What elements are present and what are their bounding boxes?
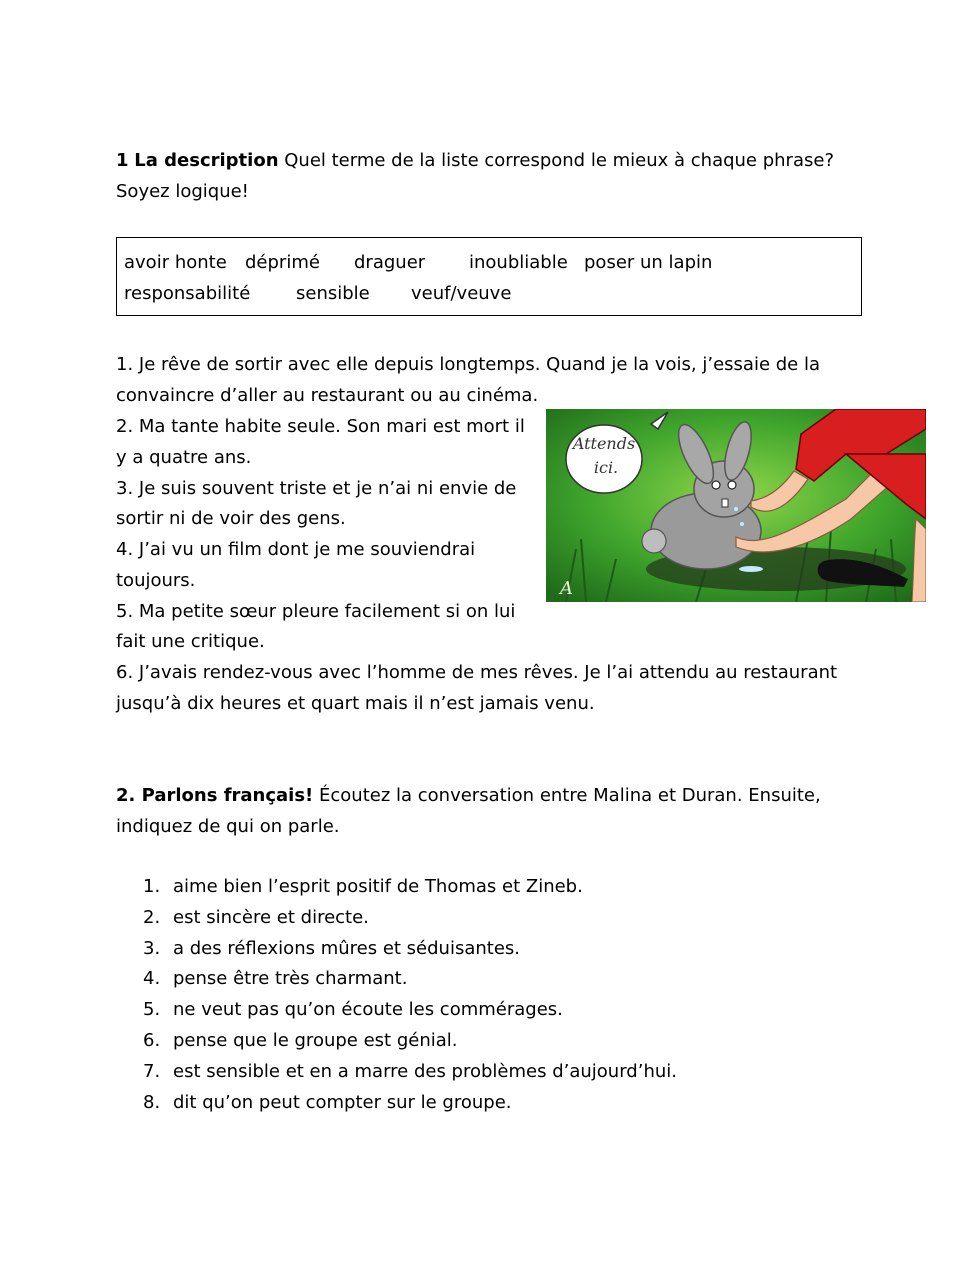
sentence-line: 4. J’ai vu un film dont je me souviendrai (116, 539, 476, 560)
list-item-number: 8. (143, 1092, 161, 1113)
list-item-number: 1. (143, 876, 161, 897)
list-item-number: 6. (143, 1030, 161, 1051)
section1-title: La description (134, 150, 279, 171)
word-veuf-veuve: veuf/veuve (411, 283, 512, 304)
speech-bubble-text-2: ici. (593, 458, 619, 477)
sentence-line: 3. Je suis souvent triste et je n’ai ni envie de (116, 478, 517, 499)
section1-instruction-line2: Soyez logique! (116, 181, 249, 202)
sentence-line: fait une critique. (116, 631, 265, 652)
section1-number: 1 (116, 150, 129, 171)
speech-bubble-text-1: Attends (572, 434, 636, 453)
sentence-line: convaincre d’aller au restaurant ou au cinéma. (116, 385, 539, 406)
section2-title: 2. Parlons français! (116, 785, 314, 806)
list-item-text: aime bien l’esprit positif de Thomas et Zineb. (173, 876, 583, 897)
word-responsabilite: responsabilité (124, 283, 251, 304)
list-item-number: 4. (143, 968, 161, 989)
sentence-line: 5. Ma petite sœur pleure facilement si on lui (116, 601, 516, 622)
section2-heading-line (116, 780, 821, 811)
section2-instruction: Écoutez la conversation entre Malina et Duran. Ensuite, (319, 785, 821, 806)
artist-signature: A (560, 578, 573, 599)
sentence-line: jusqu’à dix heures et quart mais il n’est jamais venu. (116, 693, 595, 714)
sentence-line: toujours. (116, 570, 196, 591)
list-item (143, 1087, 512, 1118)
list-item (143, 1056, 677, 1087)
sentence-line: 1. Je rêve de sortir avec elle depuis longtemps. Quand je la vois, j’essaie de la (116, 354, 820, 375)
list-item-text: est sensible et en a marre des problèmes d’aujourd’hui. (173, 1061, 677, 1082)
word-avoir-honte: avoir honte (124, 252, 227, 273)
sentence-line: 6. J’avais rendez-vous avec l’homme de mes rêves. Je l’ai attendu au restaurant (116, 662, 838, 683)
list-item-text: ne veut pas qu’on écoute les commérages. (173, 999, 563, 1020)
list-item-text: a des réflexions mûres et séduisantes. (173, 938, 521, 959)
list-item (143, 1025, 457, 1056)
word-poser-un-lapin: poser un lapin (584, 252, 713, 273)
list-item-number: 3. (143, 938, 161, 959)
list-item-text: pense que le groupe est génial. (173, 1030, 458, 1051)
list-item (143, 963, 407, 994)
sentence-line: 2. Ma tante habite seule. Son mari est mort il (116, 416, 525, 437)
list-item-text: dit qu’on peut compter sur le groupe. (173, 1092, 512, 1113)
list-item-number: 5. (143, 999, 161, 1020)
list-item (143, 902, 369, 933)
word-sensible: sensible (296, 283, 370, 304)
list-item-text: pense être très charmant. (173, 968, 408, 989)
list-item-text: est sincère et directe. (173, 907, 369, 928)
list-item-number: 7. (143, 1061, 161, 1082)
list-item (143, 871, 583, 902)
section1-heading-line (116, 145, 834, 176)
word-list-box (116, 237, 862, 316)
section1-instruction: Quel terme de la liste correspond le mieux à chaque phrase? (284, 150, 834, 171)
word-inoubliable: inoubliable (469, 252, 568, 273)
list-item (143, 933, 520, 964)
cartoon-rabbit-illustration (546, 409, 926, 602)
section2-instruction-line2: indiquez de qui on parle. (116, 816, 340, 837)
sentence-line: y a quatre ans. (116, 447, 252, 468)
word-draguer: draguer (354, 252, 426, 273)
list-item (143, 994, 563, 1025)
list-item-number: 2. (143, 907, 161, 928)
word-deprime: déprimé (245, 252, 320, 273)
sentence-line: sortir ni de voir des gens. (116, 508, 346, 529)
